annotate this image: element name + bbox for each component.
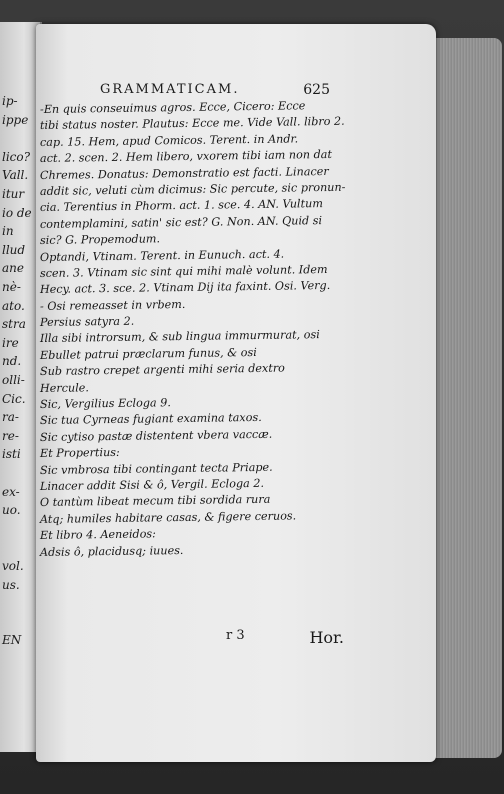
facing-page-fragment: nè- xyxy=(2,280,21,294)
facing-page-fragment: ippe xyxy=(2,112,29,127)
text-line: Sub rastro crepet argenti mihi seria dextro xyxy=(39,361,285,379)
text-line: -En quis conseuimus agros. Ecce, Cicero: Ecce xyxy=(39,99,306,116)
facing-page-fragment: in xyxy=(2,224,14,239)
facing-page-fragment: ip- xyxy=(2,94,18,108)
facing-page-fragment: re- xyxy=(2,428,19,443)
text-line: act. 2. scen. 2. Hem libero, vxorem tibi iam non dat xyxy=(39,148,332,166)
page-footer xyxy=(226,628,344,652)
facing-page-fragment: itur xyxy=(2,187,25,201)
text-line: Ebullet patrui præclarum funus, & osi xyxy=(39,345,257,362)
text-line: Optandi, Vtinam. Terent. in Eunuch. act. 4. xyxy=(39,247,285,264)
facing-page-fragment: Cic. xyxy=(2,391,26,406)
text-line: Sic cytiso pastæ distentent vbera vaccæ. xyxy=(39,427,273,444)
signature-mark: r 3 xyxy=(226,628,245,643)
facing-page-fragment: us. xyxy=(2,577,20,592)
text-line: Adsis ô, placidusq; iuues. xyxy=(39,543,184,559)
facing-page-fragment: lico? xyxy=(2,149,31,164)
text-line: tibi status noster. Plautus: Ecce me. Vide Vall. libro 2. xyxy=(39,115,345,133)
text-line: Chremes. Donatus: Demonstratio est facti. Linacer xyxy=(39,164,329,182)
text-line: Atq; humiles habitare casas, & figere ceruos. xyxy=(39,509,297,526)
running-head: GRAMMATICAM. xyxy=(100,82,240,97)
facing-page-fragment: ato. xyxy=(2,298,25,313)
text-line: Illa sibi introrsum, & sub lingua immurmurat, osi xyxy=(39,328,320,346)
text-line: Sic tua Cyrneas fugiant examina taxos. xyxy=(39,411,262,428)
text-line: sic? G. Propemodum. xyxy=(39,232,161,248)
text-line: - Osi remeasset in vrbem. xyxy=(39,297,186,313)
text-line: scen. 3. Vtinam sic sint qui mihi malè volunt. Idem xyxy=(39,262,328,280)
facing-page-fragment: nd. xyxy=(2,354,22,369)
facing-page-fragment: ra- xyxy=(2,410,19,425)
page-edges xyxy=(428,38,502,758)
text-line: Persius satyra 2. xyxy=(39,314,135,330)
page-number: 625 xyxy=(303,82,330,98)
text-line: Hercule. xyxy=(39,380,90,395)
text-block xyxy=(39,99,346,561)
facing-page-fragment: uo. xyxy=(2,503,21,518)
facing-page-fragment: vol. xyxy=(2,559,24,573)
facing-page-fragment: olli- xyxy=(2,373,25,387)
facing-page-fragment: Vall. xyxy=(2,168,29,183)
facing-page-fragment: ire xyxy=(2,335,19,350)
text-line: Et libro 4. Aeneidos: xyxy=(39,527,156,543)
facing-page-fragment: ane xyxy=(2,261,24,276)
facing-page-fragment: EN xyxy=(2,633,22,648)
text-line: Et Propertius: xyxy=(39,446,120,461)
facing-page-fragment: ex- xyxy=(2,484,20,499)
text-line: cia. Terentius in Phorm. act. 1. sce. 4. AN. Vultum xyxy=(39,197,323,215)
facing-page-fragment: llud xyxy=(2,242,26,257)
text-line: Hecy. act. 3. sce. 2. Vtinam Dij ita faxint. Osi. Verg. xyxy=(39,279,331,297)
facing-page-fragment: isti xyxy=(2,447,21,462)
facing-page-fragment: stra xyxy=(2,317,26,332)
text-line: contemplamini, satin' sic est? G. Non. AN. Quid si xyxy=(39,213,323,231)
catchword: Hor. xyxy=(309,628,344,647)
text-line: Sic vmbrosa tibi contingant tecta Priape. xyxy=(39,460,273,477)
text-line: cap. 15. Hem, apud Comicos. Terent. in Andr. xyxy=(39,132,299,149)
text-line: addit sic, veluti cùm dicimus: Sic percute, sic pronun- xyxy=(39,180,346,198)
facing-page-fragment: io de xyxy=(2,205,32,220)
text-line: Sic, Vergilius Ecloga 9. xyxy=(39,396,171,412)
text-line: Linacer addit Sisi & ô, Vergil. Ecloga 2. xyxy=(39,476,265,493)
text-line: O tantùm libeat mecum tibi sordida rura xyxy=(39,493,271,510)
